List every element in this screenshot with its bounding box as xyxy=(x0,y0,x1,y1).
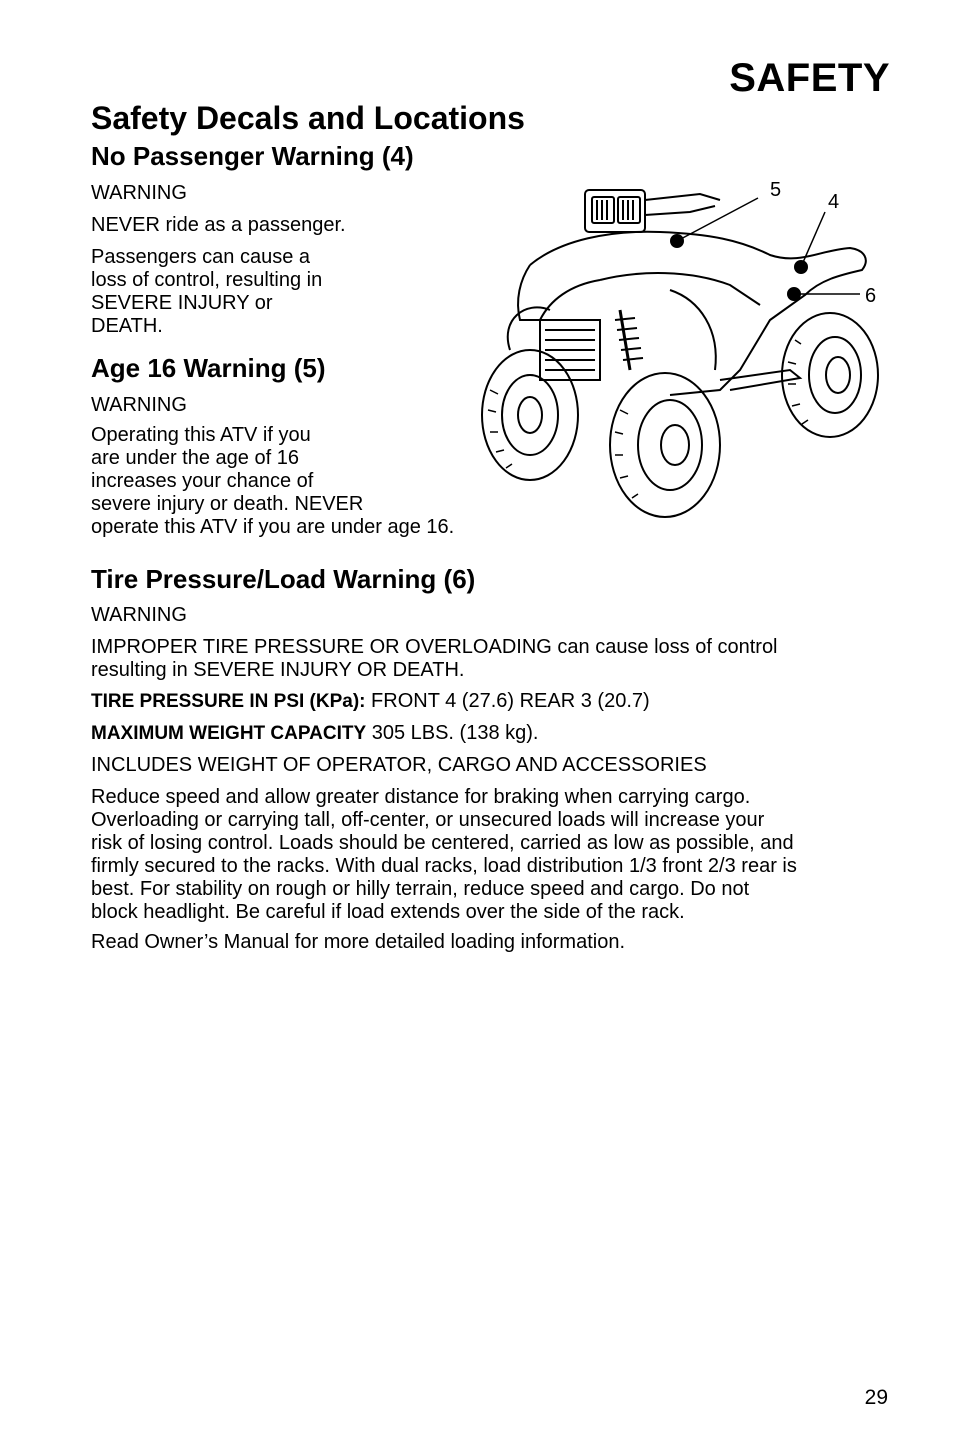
age16-heading: Age 16 Warning (5) xyxy=(91,353,326,383)
tire-warning: WARNING xyxy=(91,604,187,626)
no-passenger-line: NEVER ride as a passenger. xyxy=(91,214,346,236)
page-title: Safety Decals and Locations xyxy=(91,100,525,136)
callout-6: 6 xyxy=(865,285,877,307)
wheel-icon xyxy=(610,373,720,517)
wheel-icon xyxy=(482,350,578,480)
section-header: SAFETY xyxy=(729,56,890,100)
age16-body: Operating this ATV if you are under the age of 16 increases your chance of severe injury or death. NEVER operate this ATV if you are under age 16. xyxy=(91,424,455,538)
tire-includes: INCLUDES WEIGHT OF OPERATOR, CARGO AND ACCESSORIES xyxy=(91,754,707,776)
tire-reduce: Reduce speed and allow greater distance for braking when carrying cargo. Overloading or carrying tall, off-center, or unsecured loads will increase your risk of losing control. Loads should be centered, carried as low as possible, and firmly secured to the racks. With dual racks, load distribution 1/3 front 2/3 rear is best. For stability on rough or hilly terrain, reduce speed and cargo. Do not block headlight. Be careful if load extends over the side of the rack. xyxy=(91,786,797,923)
callout-4: 4 xyxy=(828,191,840,213)
tire-read: Read Owner’s Manual for more detailed loading information. xyxy=(91,931,625,953)
atv-illustration xyxy=(470,170,890,530)
tire-pressure: TIRE PRESSURE IN PSI (KPa): FRONT 4 (27.6) REAR 3 (20.7) xyxy=(91,690,650,712)
page-number: 29 xyxy=(864,1386,888,1409)
age16-warning: WARNING xyxy=(91,394,187,416)
tire-heading: Tire Pressure/Load Warning (6) xyxy=(91,564,476,594)
no-passenger-warning: WARNING xyxy=(91,182,187,204)
tire-weight: MAXIMUM WEIGHT CAPACITY 305 LBS. (138 kg). xyxy=(91,722,539,744)
no-passenger-heading: No Passenger Warning (4) xyxy=(91,141,414,171)
callout-5: 5 xyxy=(770,179,782,201)
tire-improper: IMPROPER TIRE PRESSURE OR OVERLOADING can cause loss of control resulting in SEVERE INJURY OR DEATH. xyxy=(91,636,778,681)
no-passenger-body: Passengers can cause a loss of control, resulting in SEVERE INJURY or DEATH. xyxy=(91,246,323,337)
